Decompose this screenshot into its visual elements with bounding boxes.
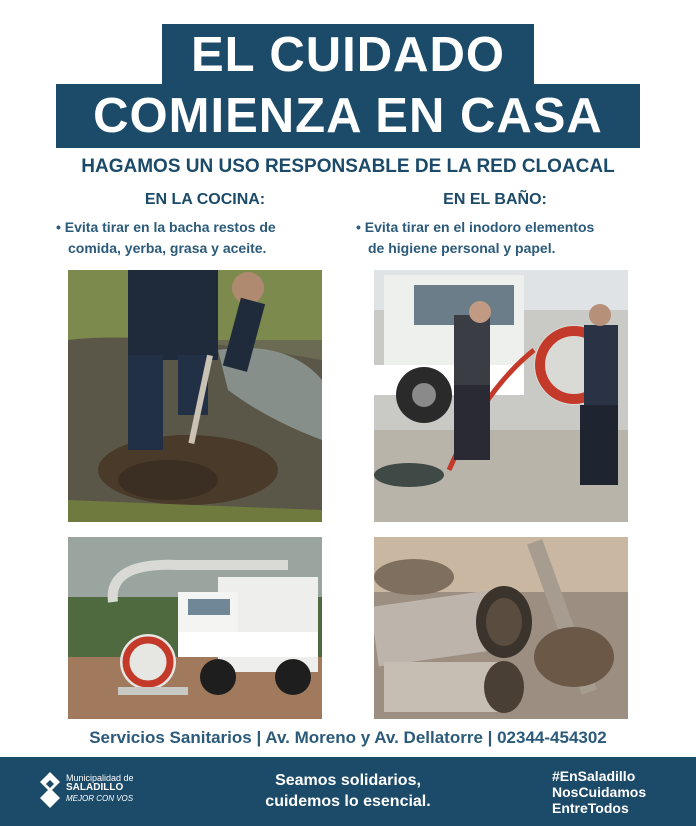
hashtags	[552, 768, 646, 816]
kitchen-tip	[56, 217, 356, 259]
logo-icon	[38, 772, 62, 808]
logo-line-2: SALADILLO	[66, 782, 124, 793]
bathroom-heading: EN EL BAÑO:	[443, 191, 547, 208]
photo-worker-digging	[68, 270, 322, 522]
bathroom-tip	[356, 217, 676, 259]
footer-message	[220, 770, 476, 812]
title-line-2: COMIENZA EN CASA	[93, 89, 603, 143]
title-line-1: EL CUIDADO	[190, 28, 505, 82]
bathroom-tip-line-2: de higiene personal y papel.	[368, 240, 556, 256]
hashtag-2: NosCuidamos	[552, 784, 647, 800]
kitchen-tip-line-1: • Evita tirar en la bacha restos de	[56, 219, 276, 235]
hashtag-1: #EnSaladillo	[552, 768, 636, 784]
photo-clogged-pipes	[374, 537, 628, 719]
logo-line-3: MEJOR CON VOS	[66, 794, 134, 803]
bathroom-tip-line-1: • Evita tirar en el inodoro elementos	[356, 219, 595, 235]
footer-message-line-1: Seamos solidarios,	[275, 772, 421, 789]
photo-truck-hose	[374, 270, 628, 522]
logo-line-1: Municipalidad de	[66, 773, 134, 783]
photo-vacuum-truck	[68, 537, 322, 719]
contact-info: Servicios Sanitarios | Av. Moreno y Av. Dellatorre | 02344-454302	[89, 728, 607, 747]
subtitle: HAGAMOS UN USO RESPONSABLE DE LA RED CLOACAL	[81, 156, 615, 177]
hashtag-3: EntreTodos	[552, 800, 629, 816]
kitchen-heading: EN LA COCINA:	[144, 191, 266, 208]
footer-message-line-2: cuidemos lo esencial.	[265, 793, 431, 810]
saladillo-logo	[38, 770, 148, 810]
kitchen-tip-line-2: comida, yerba, grasa y aceite.	[68, 240, 267, 256]
